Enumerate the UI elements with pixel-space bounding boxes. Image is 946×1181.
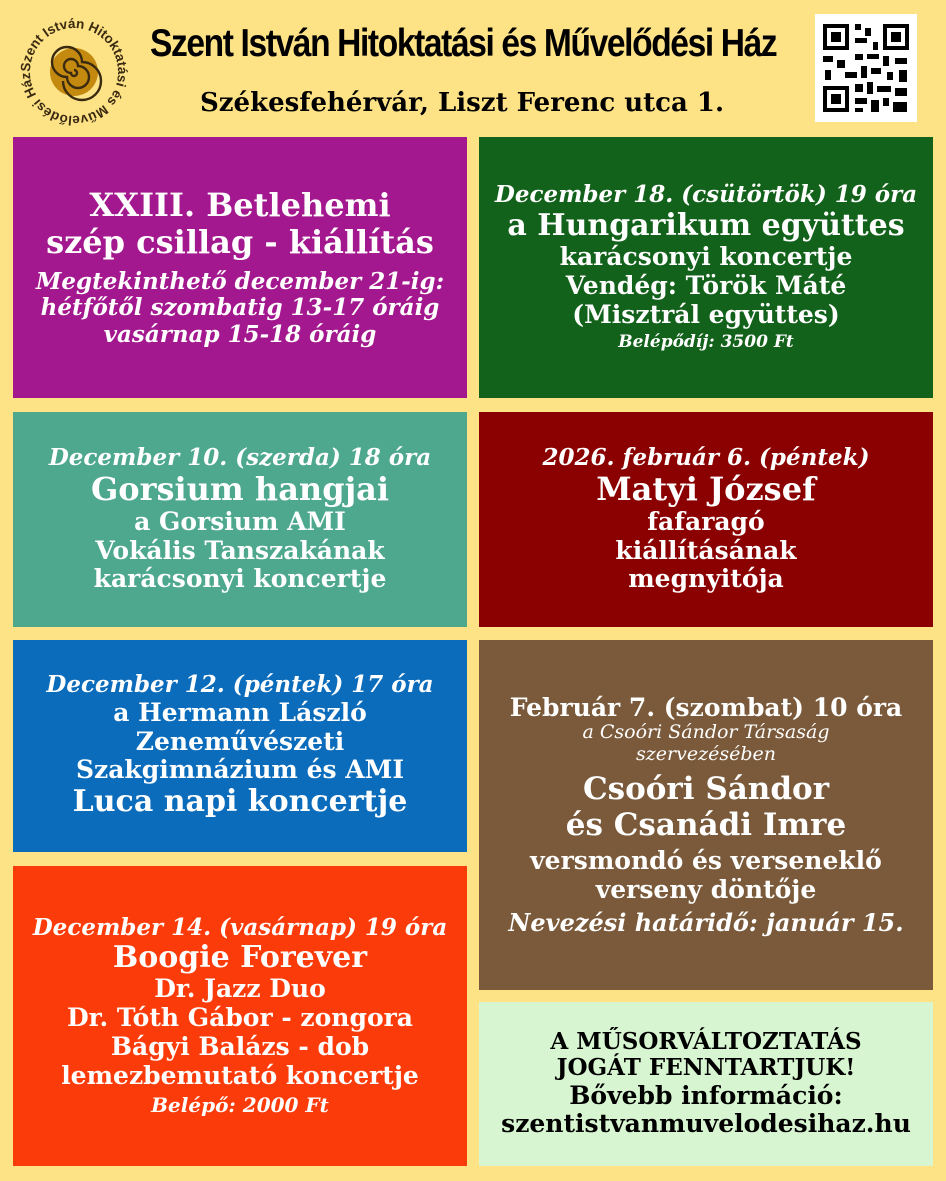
event-date: 2026. február 6. (péntek): [542, 443, 870, 471]
event-organizer: a Csoóri Sándor Társaság: [582, 721, 830, 744]
logo-ring-text: Szent István Hitoktatási és Művelődési Ház: [18, 16, 130, 128]
event-detail: kiállításának: [615, 535, 797, 565]
address: Székesfehérvár, Liszt Ferenc utca 1.: [200, 88, 725, 118]
event-title: szép csillag - kiállítás: [46, 222, 434, 261]
event-title: Boogie Forever: [112, 939, 368, 975]
event-title: Gorsium hangjai: [90, 470, 390, 509]
event-date: December 18. (csütörtök) 19 óra: [494, 181, 918, 209]
event-detail: hétfőtől szombatig 13-17 óráig: [40, 294, 440, 322]
event-date: Február 7. (szombat) 10 óra: [509, 692, 903, 722]
event-price: Belépődíj: 3500 Ft: [618, 332, 794, 353]
event-title: és Csanádi Imre: [565, 806, 847, 843]
notice-text: A MŰSORVÁLTOZTATÁS: [550, 1027, 862, 1055]
event-title: a Hungarikum együttes: [507, 207, 905, 243]
event-detail: karácsonyi koncertje: [93, 564, 387, 594]
event-title: XXIII. Betlehemi: [89, 186, 391, 225]
event-detail: Vokális Tanszakának: [95, 535, 385, 565]
event-detail: lemezbemutató koncertje: [61, 1060, 419, 1090]
info-label: Bővebb információ:: [569, 1080, 843, 1110]
header: [0, 0, 946, 130]
event-detail: vasárnap 15-18 óráig: [103, 320, 377, 348]
event-price: Belépő: 2000 Ft: [151, 1093, 329, 1118]
event-title: Matyi József: [596, 470, 816, 509]
event-detail: verseny döntője: [595, 875, 817, 905]
event-detail: karácsonyi koncertje: [559, 242, 853, 272]
notice-text: JOGÁT FENNTARTJUK!: [556, 1054, 856, 1082]
event-card-csoori-sandor: [479, 640, 933, 990]
event-detail: Szakgimnázium és AMI: [75, 755, 405, 785]
event-organizer: szervezésében: [636, 743, 776, 766]
event-detail: a Hermann László: [113, 697, 367, 727]
event-card-betlehemi-csillag: [13, 137, 467, 398]
event-detail: versmondó és verseneklő: [530, 846, 882, 876]
event-detail: fafaragó: [647, 506, 765, 536]
event-detail: Vendég: Török Máté: [565, 270, 847, 300]
event-detail: megnyitója: [628, 564, 784, 594]
event-card-matyi-jozsef: [479, 412, 933, 627]
event-detail: Dr. Jazz Duo: [154, 974, 326, 1004]
event-detail: a Gorsium AMI: [134, 506, 346, 536]
event-detail: Bágyi Balázs - dob: [110, 1031, 370, 1061]
event-title: Luca napi koncertje: [72, 784, 408, 820]
event-detail: Megtekinthető december 21-ig:: [35, 267, 445, 295]
qr-code-icon[interactable]: [815, 14, 917, 122]
event-card-boogie-forever: [13, 866, 467, 1166]
event-date: December 10. (szerda) 18 óra: [48, 443, 432, 471]
website-link[interactable]: szentistvanmuvelodesihaz.hu: [501, 1109, 911, 1139]
event-detail: Zeneművészeti: [135, 726, 345, 756]
event-card-luca-napi: [13, 640, 467, 852]
event-date: December 14. (vasárnap) 19 óra: [32, 913, 448, 941]
event-deadline: Nevezési határidő: január 15.: [508, 907, 904, 937]
info-card: [479, 1002, 933, 1166]
event-card-gorsium: [13, 412, 467, 627]
event-date: December 12. (péntek) 17 óra: [46, 671, 434, 699]
logo-spiral-icon: [18, 16, 130, 128]
event-detail: (Misztrál együttes): [572, 299, 840, 329]
page-title: Szent István Hitoktatási és Művelődési Ház: [150, 22, 777, 65]
event-title: Csoóri Sándor: [582, 771, 830, 808]
event-card-hungarikum: [479, 137, 933, 398]
event-detail: Dr. Tóth Gábor - zongora: [66, 1003, 414, 1033]
